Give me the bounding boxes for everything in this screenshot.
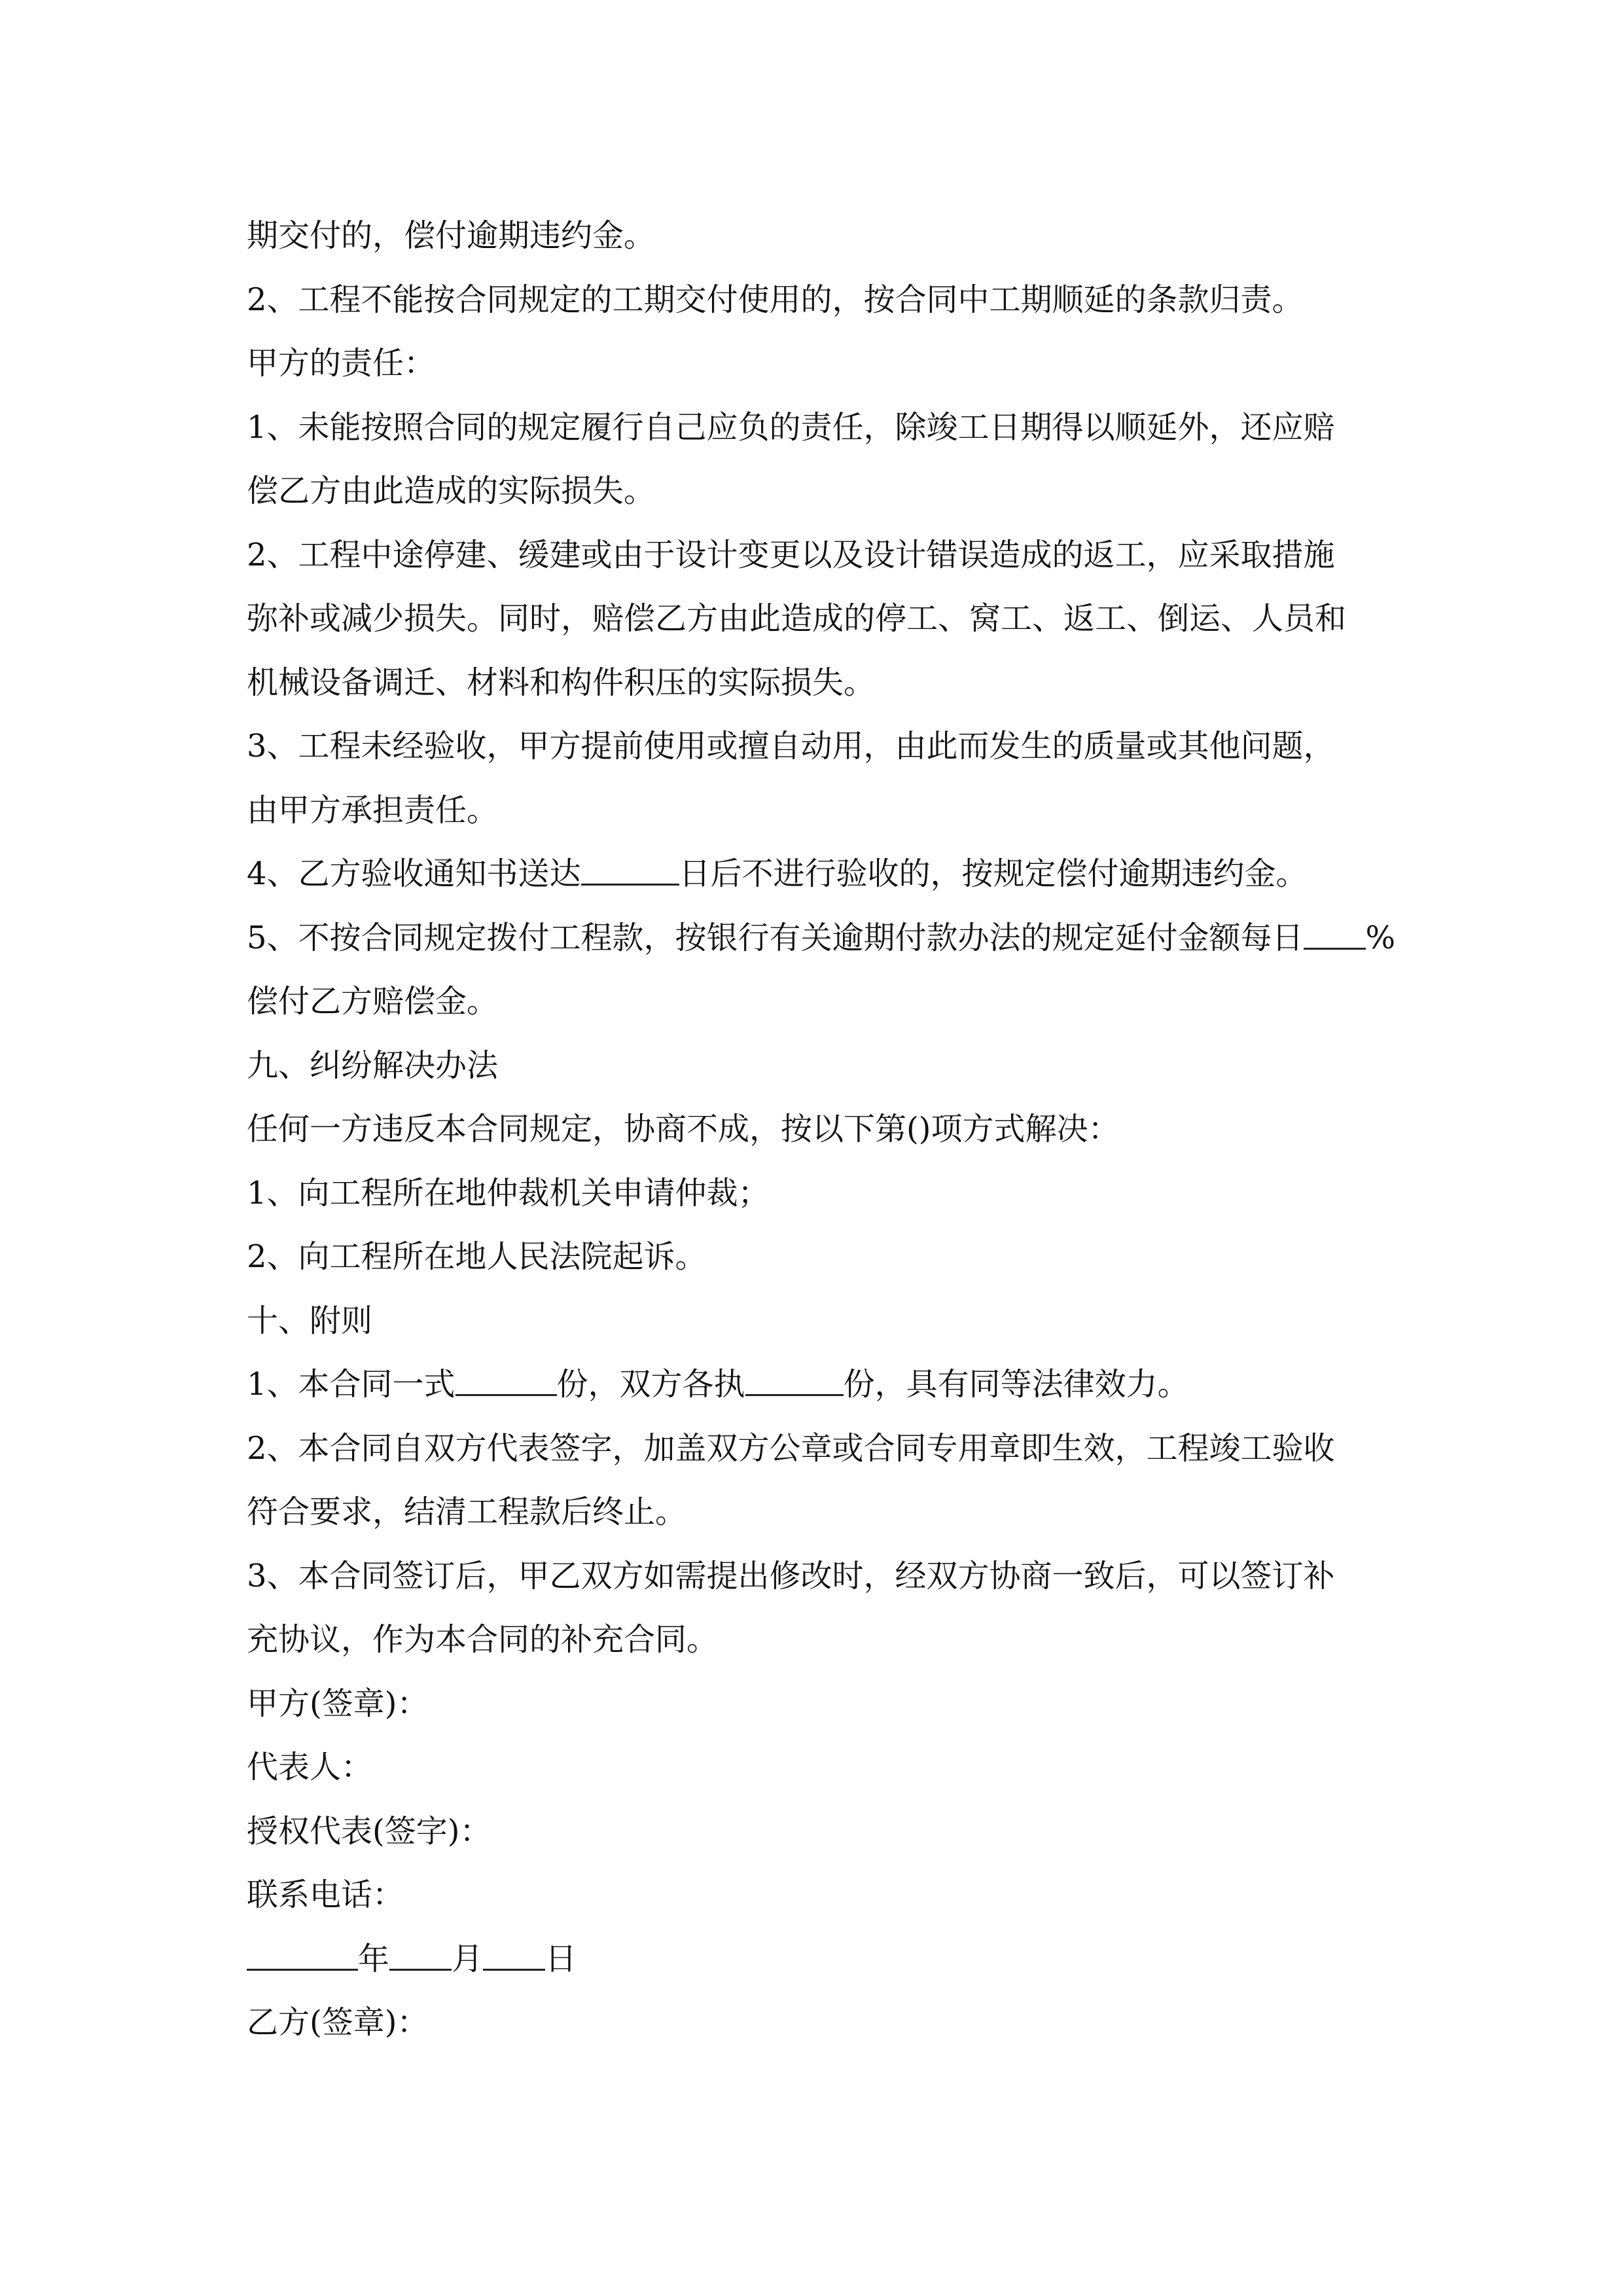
text-line: 弥补或减少损失。同时，赔偿乙方由此造成的停工、窝工、返工、倒运、人员和 bbox=[247, 600, 1347, 637]
text-line: 任何一方违反本合同规定，协商不成，按以下第()项方式解决： bbox=[247, 1111, 1120, 1147]
text-line: 期交付的，偿付逾期违约金。 bbox=[247, 217, 656, 254]
signature-representative: 代表人： bbox=[247, 1749, 373, 1785]
section-heading-party-a-liability: 甲方的责任： bbox=[247, 345, 436, 382]
section-heading-supplementary-provisions: 十、附则 bbox=[247, 1302, 373, 1339]
text-line: 偿付乙方赔偿金。 bbox=[247, 983, 499, 1020]
text-line: 1、未能按照合同的规定履行自己应负的责任，除竣工日期得以顺延外，还应赔 bbox=[247, 408, 1335, 446]
text-segment: 4、乙方验收通知书送达 bbox=[247, 855, 581, 892]
text-segment: 1、本合同一式 bbox=[247, 1366, 455, 1403]
text-line: 偿乙方由此造成的实际损失。 bbox=[247, 473, 656, 509]
signature-party-a-seal: 甲方(签章)： bbox=[247, 1685, 429, 1722]
signature-party-b-seal: 乙方(签章)： bbox=[247, 2004, 429, 2041]
date-year-label: 年 bbox=[358, 1940, 390, 1977]
signature-authorized-representative: 授权代表(签字)： bbox=[247, 1812, 491, 1850]
text-line-acceptance-notice bbox=[247, 842, 1389, 906]
text-segment: % bbox=[1365, 919, 1396, 956]
text-line: 2、工程中途停建、缓建或由于设计变更以及设计错误造成的返工，应采取措施 bbox=[247, 536, 1335, 573]
text-line: 2、工程不能按合同规定的工期交付使用的，按合同中工期顺延的条款归责。 bbox=[247, 281, 1304, 318]
text-segment: 份，双方各执 bbox=[556, 1366, 745, 1403]
fill-blank-days bbox=[581, 855, 679, 886]
text-line: 3、本合同签订后，甲乙双方如需提出修改时，经双方协商一致后，可以签订补 bbox=[247, 1557, 1335, 1594]
text-segment: 5、不按合同规定拨付工程款，按银行有关逾期付款办法的规定延付金额每日 bbox=[247, 919, 1304, 956]
text-line: 2、向工程所在地人民法院起诉。 bbox=[247, 1238, 707, 1275]
text-segment: 份，具有同等法律效力。 bbox=[843, 1366, 1189, 1403]
fill-blank-copies-each bbox=[745, 1365, 844, 1396]
fill-blank-month bbox=[389, 1940, 452, 1971]
signature-contact-phone: 联系电话： bbox=[247, 1876, 404, 1913]
fill-blank-day bbox=[483, 1940, 545, 1971]
text-line: 1、向工程所在地仲裁机关申请仲裁； bbox=[247, 1174, 770, 1211]
date-day-label: 日 bbox=[545, 1940, 577, 1977]
text-line: 充协议，作为本合同的补充合同。 bbox=[247, 1621, 719, 1658]
text-line: 2、本合同自双方代表签字，加盖双方公章或合同专用章即生效，工程竣工验收 bbox=[247, 1429, 1335, 1467]
fill-blank-year bbox=[247, 1940, 358, 1971]
fill-blank-total-copies bbox=[455, 1365, 557, 1396]
text-line: 机械设备调迁、材料和构件积压的实际损失。 bbox=[247, 664, 876, 701]
text-line-late-payment bbox=[247, 906, 1396, 971]
signature-date-line bbox=[247, 1928, 1389, 1992]
date-month-label: 月 bbox=[452, 1940, 484, 1977]
text-line: 由甲方承担责任。 bbox=[247, 791, 499, 829]
text-line: 3、工程未经验收，甲方提前使用或擅自动用，由此而发生的质量或其他问题， bbox=[247, 728, 1335, 764]
text-line: 符合要求，结清工程款后终止。 bbox=[247, 1494, 687, 1530]
contract-body bbox=[247, 204, 1396, 2055]
text-line-copies bbox=[247, 1353, 1389, 1417]
section-heading-dispute-resolution: 九、纠纷解决办法 bbox=[247, 1047, 499, 1084]
fill-blank-percent bbox=[1304, 919, 1366, 950]
text-segment: 日后不进行验收的，按规定偿付逾期违约金。 bbox=[679, 855, 1308, 892]
